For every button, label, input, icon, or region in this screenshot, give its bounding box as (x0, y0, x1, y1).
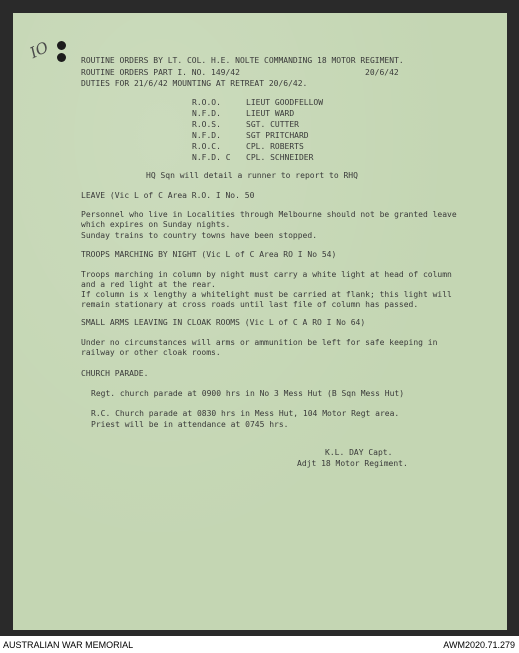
duty-role: N.F.D. (192, 131, 221, 140)
archive-name: AUSTRALIAN WAR MEMORIAL (3, 640, 134, 650)
duty-name: SGT PRITCHARD (246, 131, 309, 140)
duty-role: N.F.D. (192, 109, 221, 118)
duty-name: LIEUT WARD (246, 109, 295, 118)
duty-name: CPL. ROBERTS (246, 142, 304, 151)
document-page (13, 13, 507, 630)
header-line-1: ROUTINE ORDERS BY LT. COL. H.E. NOLTE COMMANDING 18 MOTOR REGIMENT. (81, 56, 404, 65)
leave-text: Personnel who live in Localities through Melbourne should not be granted leave (81, 210, 457, 219)
small-arms-text: Under no circumstances will arms or ammunition be left for safe keeping in (81, 338, 438, 347)
duty-name: SGT. CUTTER (246, 120, 299, 129)
small-arms-heading: SMALL ARMS LEAVING IN CLOAK ROOMS (Vic L of C A RO I No 64) (81, 318, 366, 327)
troops-text: Troops marching in column by night must carry a white light at head of column (81, 270, 452, 279)
leave-text: Sunday trains to country towns have been stopped. (81, 231, 318, 240)
duty-role: N.F.D. C (192, 153, 231, 162)
header-date: 20/6/42 (365, 68, 399, 77)
leave-heading: LEAVE (Vic L of C Area R.O. I No. 50 (81, 191, 255, 200)
church-text: R.C. Church parade at 0830 hrs in Mess Hut, 104 Motor Regt area. (91, 409, 400, 418)
duty-name: CPL. SCHNEIDER (246, 153, 314, 162)
troops-heading: TROOPS MARCHING BY NIGHT (Vic L of C Area RO I No 54) (81, 250, 337, 259)
troops-text: remain stationary at cross roads until last file of column has passed. (81, 300, 419, 309)
duty-name: LIEUT GOODFELLOW (246, 98, 324, 107)
church-heading: CHURCH PARADE. (81, 369, 149, 378)
duty-role: R.O.O. (192, 98, 221, 107)
small-arms-text: railway or other cloak rooms. (81, 348, 221, 357)
duty-role: R.O.C. (192, 142, 221, 151)
troops-text: and a red light at the rear. (81, 280, 216, 289)
order-text (13, 13, 507, 630)
signature-title: Adjt 18 Motor Regiment. (297, 459, 408, 468)
troops-text: If column is x lengthy a whitelight must be carried at flank; this light will (81, 290, 452, 299)
runner-note: HQ Sqn will detail a runner to report to RHQ (146, 171, 358, 180)
church-text: Regt. church parade at 0900 hrs in No 3 Mess Hut (B Sqn Mess Hut) (91, 389, 405, 398)
leave-text: which expires on Sunday nights. (81, 220, 231, 229)
signature-name: K.L. DAY Capt. (325, 448, 393, 457)
duty-role: R.O.S. (192, 120, 221, 129)
handwritten-annotation: IO (27, 37, 52, 63)
header-line-3: DUTIES FOR 21/6/42 MOUNTING AT RETREAT 20/6/42. (81, 79, 308, 88)
archive-id: AWM2020.71.279 (443, 640, 515, 650)
church-text: Priest will be in attendance at 0745 hrs. (91, 420, 289, 429)
archive-footer (0, 636, 519, 653)
header-line-2: ROUTINE ORDERS PART I. NO. 149/42 (81, 68, 240, 77)
